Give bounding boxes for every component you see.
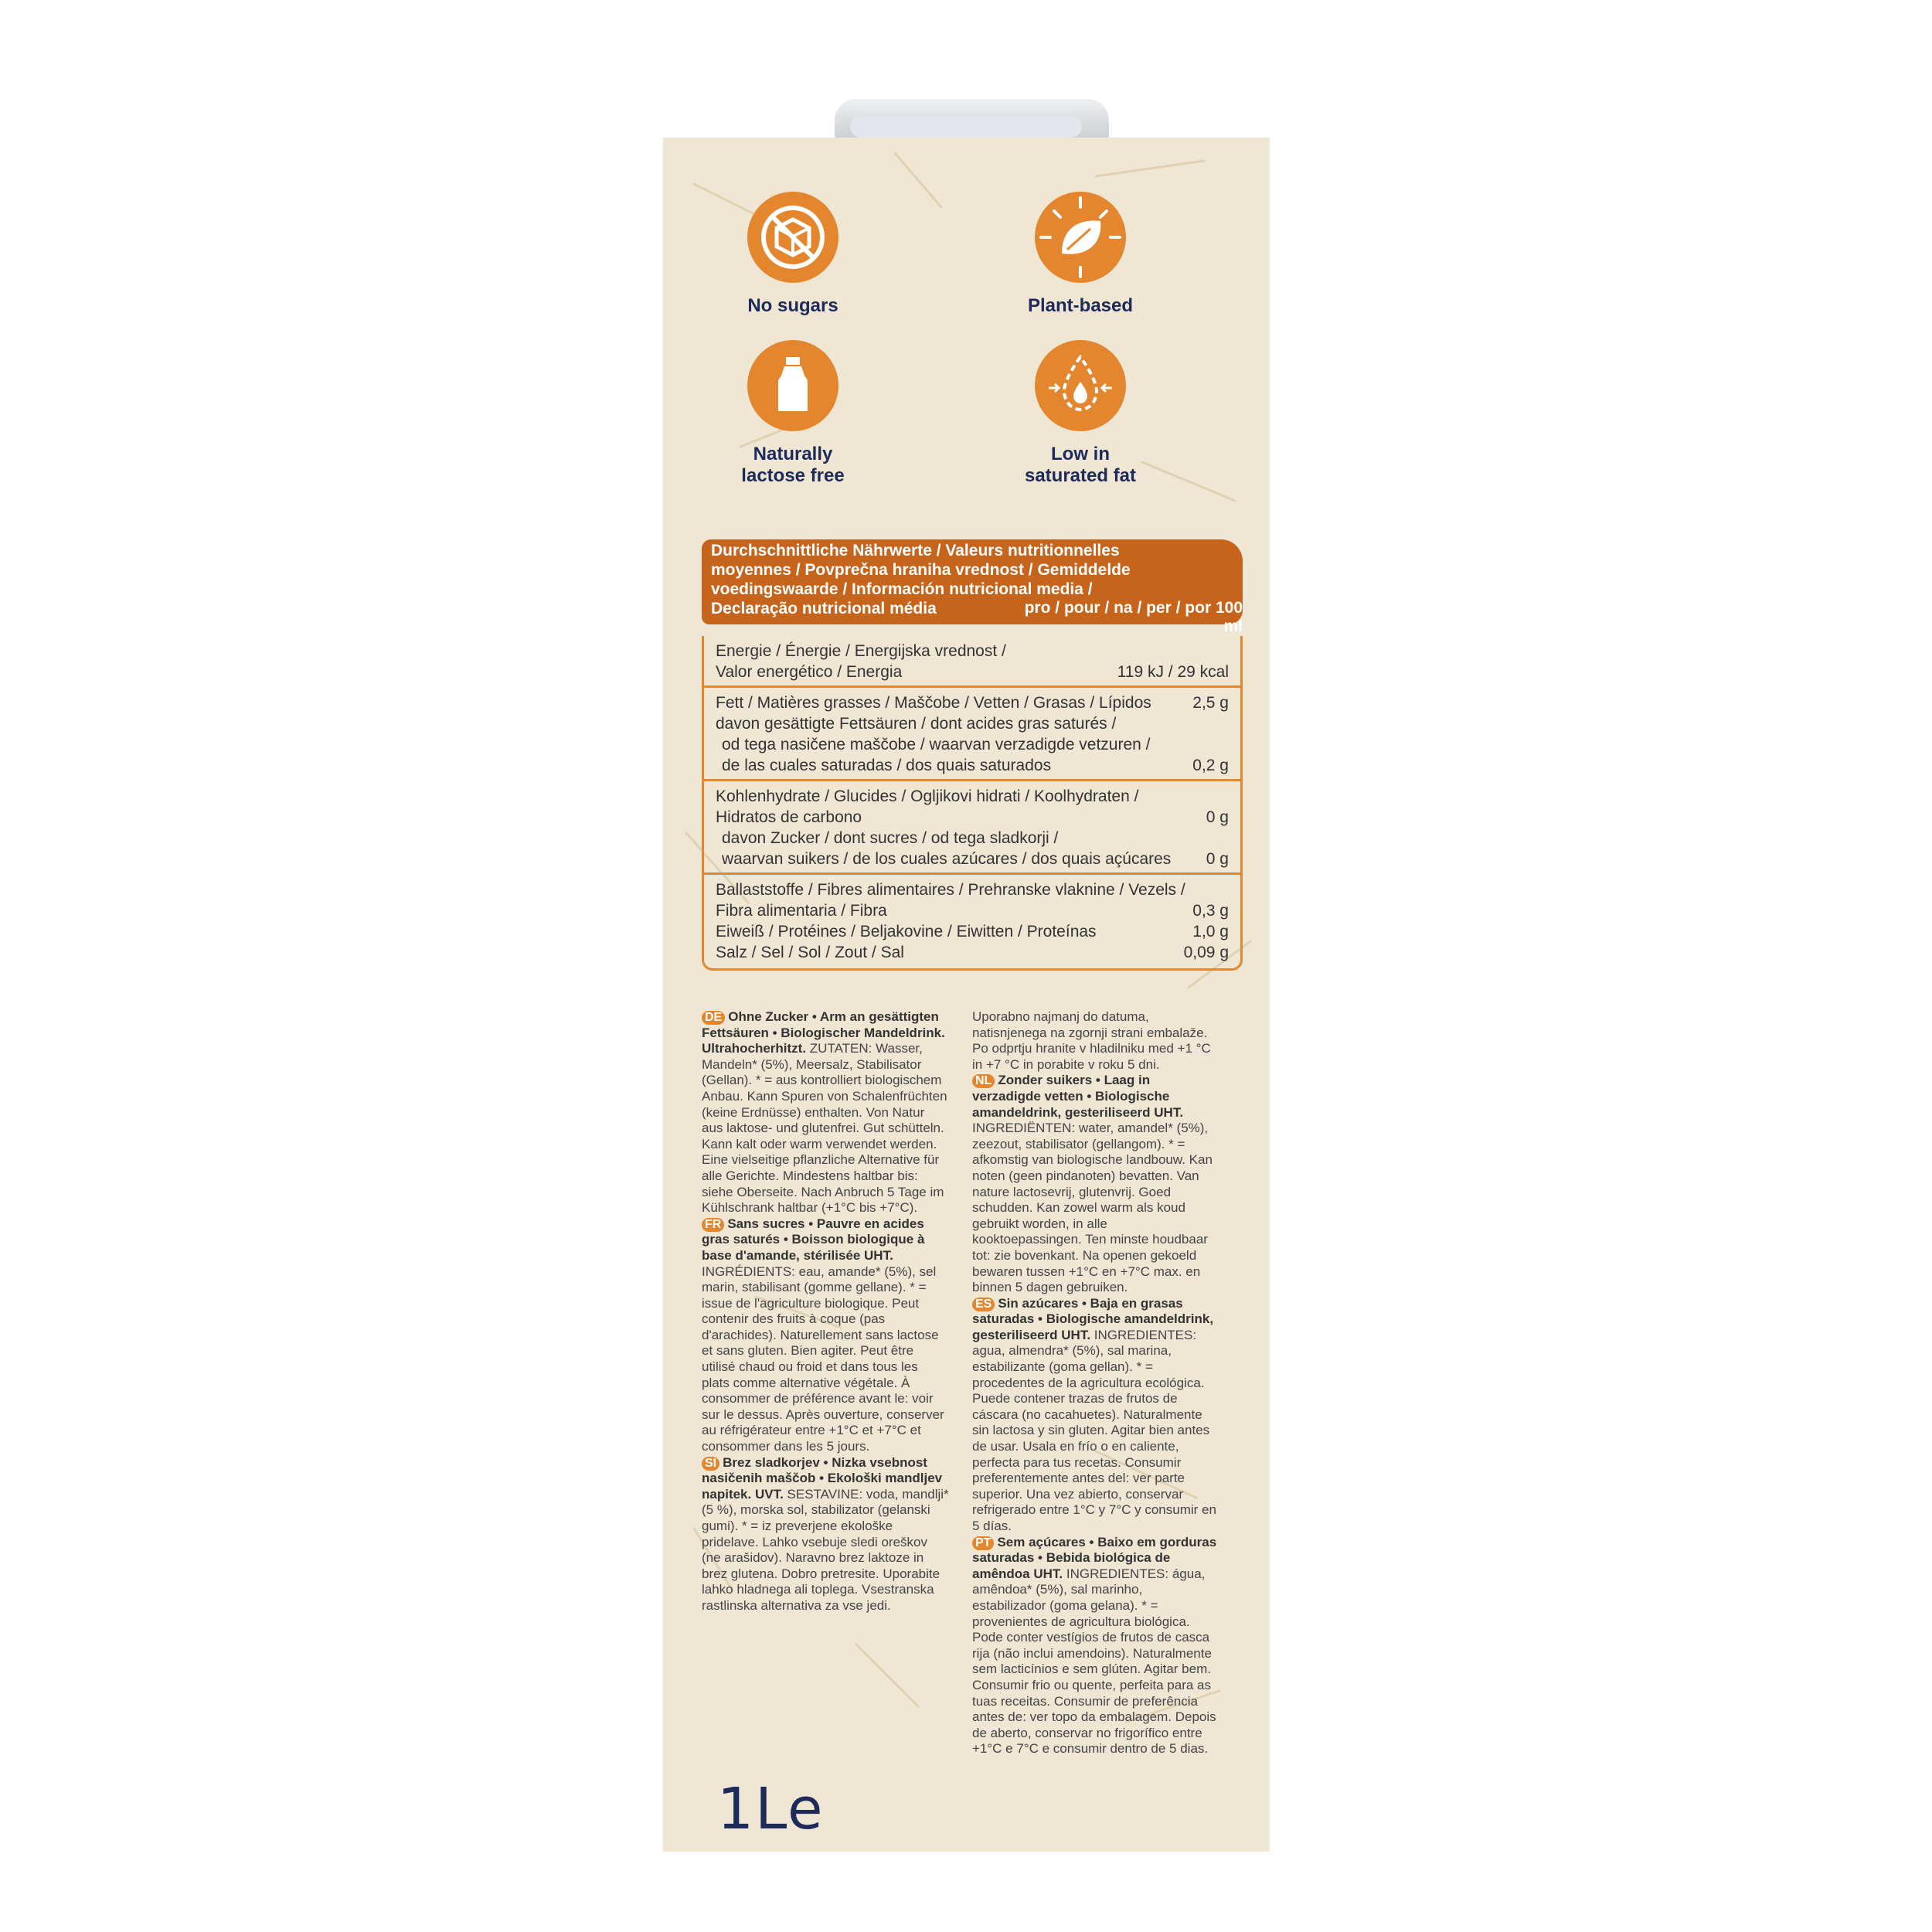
- section-body: ZUTATEN: Wasser, Mandeln* (5%), Meersalz, Stabilisator (Gellan). * = aus kontrolliert biologischem Anbau. Kann Spuren von Schalenfrüchten (keine Erdnüsse) enthalten. Von Natur aus laktose- und glutenfrei. Gut schütteln. Kann kalt oder warm verwendet werden. Eine vielseitige pflanzliche Alternative für alle Gerichte. Mindestens haltbar bis: siehe Oberseite. Nach Anbruch 5 Tage im Kühlschrank haltbar (+1°C bis +7°C).: [702, 1041, 947, 1216]
- language-tag: NL: [972, 1074, 995, 1088]
- nutrition-value: 1,0 g: [1192, 923, 1229, 940]
- nutrition-label: Fibra alimentaria / Fibra: [716, 902, 887, 920]
- nutrition-value: 0,3 g: [1192, 902, 1229, 920]
- language-tag: SI: [702, 1457, 719, 1471]
- nutrition-row: [702, 781, 1243, 875]
- bottle-icon: [747, 340, 838, 431]
- nutrition-line: [716, 807, 1229, 828]
- nutrition-line: [716, 849, 1229, 869]
- language-section: [702, 1009, 949, 1216]
- feature-no-sugars: [669, 192, 917, 317]
- text-column-right: [972, 1009, 1219, 1757]
- nutrition-line: [716, 755, 1229, 776]
- nutrition-label: davon gesättigte Fettsäuren / dont acides gras saturés /: [716, 715, 1117, 733]
- nutrition-value: 0,09 g: [1183, 944, 1229, 961]
- nutrition-per: pro / pour / na / per / por 100 ml: [1024, 599, 1243, 635]
- language-tag: ES: [972, 1298, 995, 1311]
- section-body: Uporabno najmanj do datuma, natisnjenega na zgornji strani embalaže. Po odprtju hranite v hladilniku med +1 °C in +7 °C in porabite v roku 5 dni.: [972, 1009, 1211, 1072]
- language-tag: DE: [702, 1011, 725, 1025]
- nutrition-label: od tega nasičene maščobe / waarvan verzadigde vetzuren /: [722, 736, 1151, 753]
- language-section: [972, 1009, 1219, 1073]
- feature-lactose-free: [669, 340, 917, 487]
- language-section: [702, 1216, 949, 1455]
- nutrition-label: Eiweiß / Protéines / Beljakovine / Eiwitten / Proteínas: [716, 923, 1097, 940]
- nutrition-row: [702, 636, 1243, 688]
- section-body: SESTAVINE: voda, mandlji* (5 %), morska sol, stabilizator (gelanski gumi). * = iz preverjene ekološke pridelave. Lahko vsebuje sledi oreškov (ne arašidov). Naravno brez laktoze in brez glutena. Dobro pretresite. Uporabite lahko hladnega ali toplega. Vsestranska rastlinska alternativa za vse jedi.: [702, 1486, 949, 1613]
- no-sugar-icon: [747, 192, 838, 283]
- nutrition-line: [716, 921, 1229, 942]
- nutrition-row: [702, 875, 1243, 966]
- feature-label: Plant-based: [1027, 295, 1134, 316]
- nutrition-label: Fett / Matières grasses / Maščobe / Vetten / Grasas / Lípidos: [716, 694, 1151, 712]
- nutrition-line: [716, 900, 1229, 921]
- plant-based-icon: [1035, 192, 1126, 283]
- nutrition-label: Kohlenhydrate / Glucides / Ogljikovi hidrati / Koolhydraten /: [716, 787, 1139, 805]
- nutrition-line: [716, 942, 1229, 963]
- nutrition-label: davon Zucker / dont sucres / od tega sladkorji /: [722, 829, 1059, 847]
- nutrition-line: [716, 692, 1229, 713]
- nutrition-line: [716, 786, 1229, 807]
- nutrition-label: Ballaststoffe / Fibres alimentaires / Prehranske vlaknine / Vezels /: [716, 881, 1185, 899]
- nutrition-label: Salz / Sel / Sol / Zout / Sal: [716, 944, 904, 961]
- section-body: INGRÉDIENTS: eau, amande* (5%), sel marin, stabilisant (gomme gellane). * = issue de l'agriculture biologique. Peut contenir des fruits à coque (pas d'arachides). Naturellement sans lactose et sans gluten. Bien agiter. Peut être utilisé chaud ou froid et dans tous les plats comme alternative végétale. À consommer de préférence avant le: voir sur le dessus. Après ouverture, conserver au réfrigérateur entre +1°C et +7°C et consommer dans les 5 jours.: [702, 1264, 944, 1454]
- feature-label: Low in saturated fat: [1024, 444, 1137, 486]
- nutrition-label: Valor energético / Energia: [716, 663, 903, 681]
- nutrition-table: [702, 636, 1243, 966]
- feature-plant-based: [957, 192, 1204, 317]
- nutrition-row: [702, 688, 1243, 781]
- section-body: INGREDIENTES: água, amêndoa* (5%), sal marinho, estabilizador (goma gelana). * = provenientes de agricultura biológica. Pode conter vestígios de frutos de casca rija (não inclui amendoins). Naturalmente sem lacticínios e sem glúten. Agitar bem. Consumir frio ou quente, perfeita para as tuas receitas. Consumir de preferência antes de: ver topo da embalagem. Depois de aberto, conservar no frigorífico entre +1°C e 7°C e consumir dentro de 5 dias.: [972, 1566, 1216, 1757]
- nutrition-line: [716, 828, 1229, 849]
- nutrition-label: waarvan suikers / de los cuales azúcares / dos quais açúcares: [722, 850, 1172, 868]
- volume-label: 1Le: [717, 1776, 825, 1842]
- section-body: INGREDIENTES: agua, almendra* (5%), sal marina, estabilizante (goma gellan). * = procedentes de la agricultura ecológica. Puede contener trazas de frutos de cáscara (no cacahuetes). Naturalmente sin lactosa y sin gluten. Agitar bien antes de usar. Usala en frío o en caliente, perfecta para tus recetas. Consumir preferentemente antes del: ver parte superior. Una vez abierto, conservar refrigerado entre 1°C y 7°C y consumir en 5 días.: [972, 1327, 1216, 1533]
- nutrition-value: 0,2 g: [1192, 757, 1229, 774]
- drop-icon: [1035, 340, 1126, 431]
- nutrition-line: [716, 662, 1229, 682]
- nutrition-value: 2,5 g: [1192, 694, 1229, 712]
- text-column-left: [702, 1009, 949, 1614]
- nutrition-value: 119 kJ / 29 kcal: [1117, 663, 1229, 681]
- section-claim: Sin azúcares • Baja en grasas saturadas • Biologische amandeldrink, gesteriliseerd UHT.: [972, 1295, 1214, 1342]
- language-section: [972, 1535, 1219, 1757]
- language-tag: PT: [972, 1536, 994, 1550]
- section-claim: Brez sladkorjev • Nizka vsebnost nasičenih maščob • Ekološki mandljev napitek. UVT.: [702, 1454, 943, 1502]
- feature-low-saturated-fat: [957, 340, 1204, 487]
- section-claim: Ohne Zucker • Arm an gesättigten Fettsäuren • Biologischer Mandeldrink. Ultrahocherhitzt.: [702, 1009, 945, 1056]
- language-section: [972, 1296, 1219, 1535]
- language-tag: FR: [702, 1218, 724, 1232]
- nutrition-line: [716, 641, 1229, 662]
- language-section: [702, 1455, 949, 1614]
- feature-label: Naturally lactose free: [741, 444, 845, 486]
- section-claim: Zonder suikers • Laag in verzadigde vetten • Biologische amandeldrink, gesteriliseerd UHT.: [972, 1073, 1184, 1120]
- nutrition-value: 0 g: [1206, 808, 1229, 826]
- nutrition-label: de las cuales saturadas / dos quais saturados: [722, 757, 1052, 774]
- language-section: [972, 1073, 1219, 1295]
- section-body: INGREDIËNTEN: water, amandel* (5%), zeezout, stabilisator (gellangom). * = afkomstig van biologische landbouw. Kan noten (geen pindanoten) bevatten. Van nature lactosevrij, glutenvrij. Goed schudden. Kan zowel warm als koud gebruikt worden, in alle kooktoepassingen. Ten minste houdbaar tot: zie bovenkant. Na openen gekoeld bewaren tussen +1°C en +7°C max. en binnen 5 dagen gebruiken.: [972, 1121, 1213, 1295]
- section-claim: Sans sucres • Pauvre en acides gras saturés • Boisson biologique à base d'amande, stérilisée UHT.: [702, 1216, 925, 1263]
- section-claim: Sem açúcares • Baixo em gorduras saturadas • Bebida biológica de amêndoa UHT.: [972, 1534, 1217, 1581]
- nutrition-line: [716, 734, 1229, 755]
- nutrition-line: [716, 713, 1229, 734]
- nutrition-label: Energie / Énergie / Energijska vrednost /: [716, 642, 1006, 660]
- carton-cap-rim: [850, 116, 1082, 138]
- nutrition-title: Durchschnittliche Nährwerte / Valeurs nutritionnelles moyennes / Povprečna hraniha vrednost / Gemiddelde voedingswaarde / Información nutricional media / Declaração nutricional média: [711, 542, 1131, 617]
- nutrition-value: 0 g: [1206, 850, 1229, 868]
- carton-back-panel: [663, 138, 1270, 1852]
- nutrition-line: [716, 879, 1229, 900]
- feature-label: No sugars: [747, 295, 838, 316]
- nutrition-label: Hidratos de carbono: [716, 808, 862, 826]
